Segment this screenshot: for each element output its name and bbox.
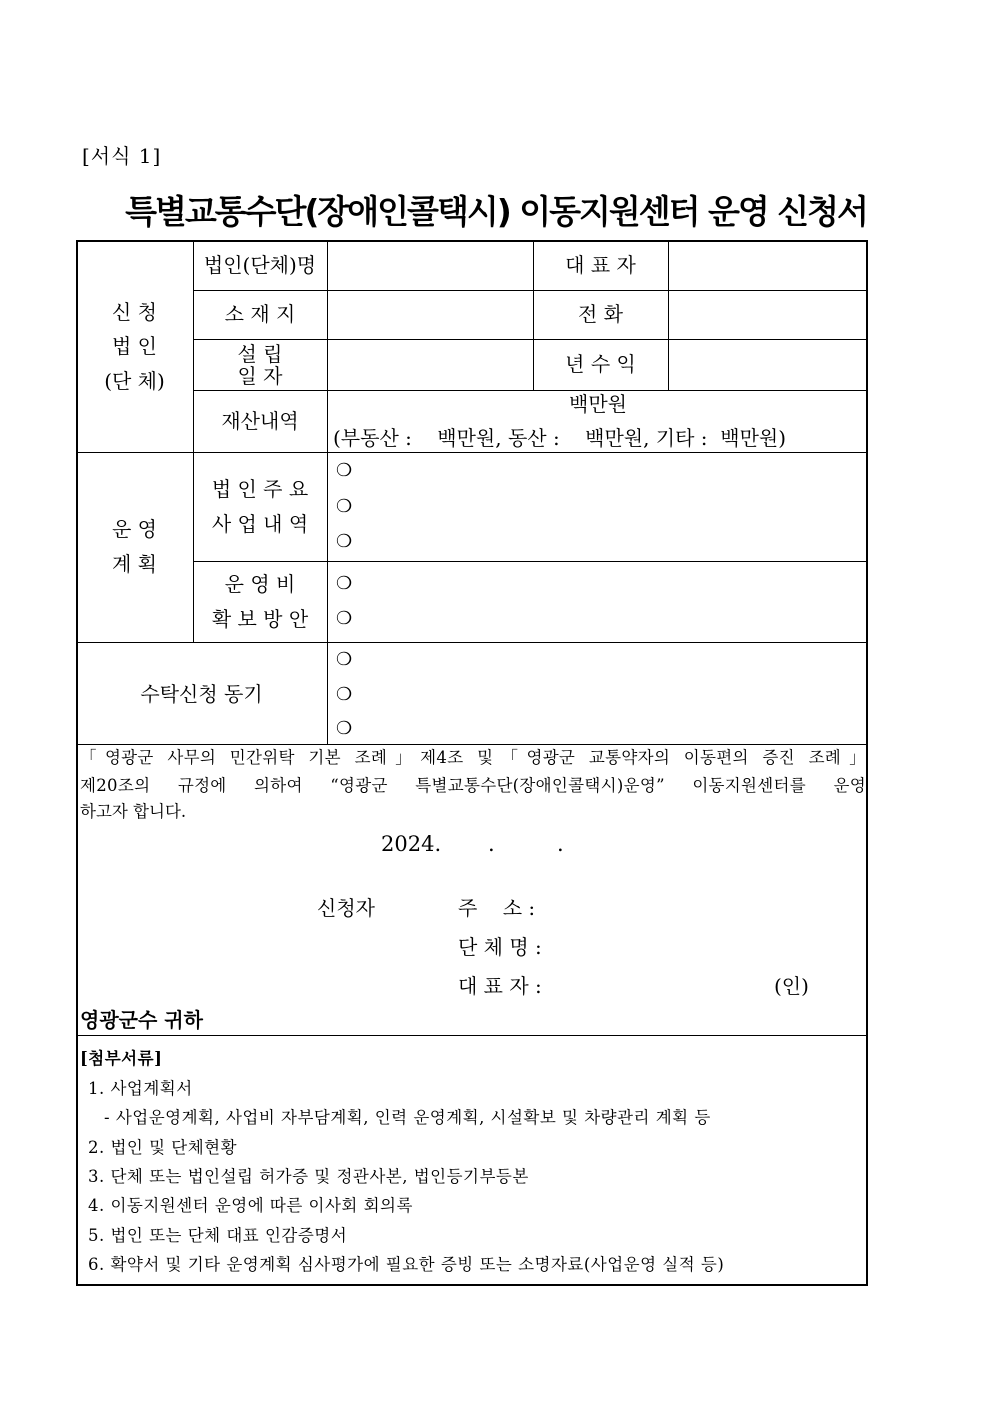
row-divider <box>76 642 868 643</box>
attachment-item: 1. 사업계획서 <box>88 1079 193 1098</box>
row-divider <box>193 290 868 291</box>
bullet-icon: ❍ <box>336 496 353 517</box>
business-label: 사 업 내 역 <box>211 512 309 536</box>
row-divider <box>76 452 868 453</box>
annual-income-label: 년 수 익 <box>565 352 636 376</box>
addressee: 영광군수 귀하 <box>80 1008 203 1032</box>
date-month-dot: . <box>488 832 495 856</box>
attachment-item: - 사업운영계획, 사업비 자부담계획, 인력 운영계획, 시설확보 및 차량관리 계획 등 <box>104 1108 711 1127</box>
address-label: 소 재 지 <box>224 302 296 326</box>
bullet-icon: ❍ <box>336 608 353 629</box>
declaration-text: 하고자 합니다. <box>80 802 187 821</box>
applicant-group-label: 신 청 <box>112 300 157 324</box>
sign-address-label: 주 소 : <box>458 896 536 920</box>
operation-group-label: 계 획 <box>112 552 157 576</box>
business-label: 법 인 주 요 <box>211 477 309 501</box>
sign-org-label: 단 체 명 : <box>458 935 542 959</box>
bullet-icon: ❍ <box>336 460 353 481</box>
attachments-heading: [첨부서류] <box>80 1049 163 1068</box>
sign-rep-label: 대 표 자 : <box>458 974 542 998</box>
applicant-group-label: (단 체) <box>104 369 165 393</box>
seal-mark: (인) <box>774 974 809 998</box>
declaration-text: 제20조의 규정에 의하여 “영광군 특별교통수단(장애인콜택시)운영” 이동지원센터를 운영 <box>80 776 866 795</box>
applicant-group-label: 법 인 <box>112 334 157 358</box>
org-name-label: 법인(단체)명 <box>203 253 317 277</box>
bullet-icon: ❍ <box>336 531 353 552</box>
form-number-label: [서식 1] <box>82 144 162 168</box>
attachment-item: 3. 단체 또는 법인설립 허가증 및 정관사본, 법인등기부등본 <box>88 1167 529 1186</box>
bullet-icon: ❍ <box>336 718 353 739</box>
founded-date-label: 일 자 <box>237 364 283 388</box>
bullet-icon: ❍ <box>336 573 353 594</box>
bullet-icon: ❍ <box>336 649 353 670</box>
representative-label: 대 표 자 <box>565 253 636 277</box>
operation-group-label: 운 영 <box>112 517 157 541</box>
date-day-dot: . <box>557 832 564 856</box>
assets-detail: (부동산 : 백만원, 동산 : 백만원, 기타 : 백만원) <box>333 426 787 450</box>
bullet-icon: ❍ <box>336 684 353 705</box>
row-divider <box>193 561 868 562</box>
date-year: 2024. <box>381 832 442 856</box>
row-divider <box>193 390 868 391</box>
funding-label: 확 보 방 안 <box>211 607 309 631</box>
row-divider <box>193 339 868 340</box>
applicant-label: 신청자 <box>317 896 375 920</box>
attachment-item: 5. 법인 또는 단체 대표 인감증명서 <box>88 1226 348 1245</box>
phone-label: 전 화 <box>578 302 623 326</box>
row-divider <box>76 1035 868 1036</box>
assets-label: 재산내역 <box>221 409 299 433</box>
attachment-item: 4. 이동지원센터 운영에 따른 이사회 회의록 <box>88 1196 413 1215</box>
column-divider <box>327 240 328 744</box>
attachment-item: 6. 확약서 및 기타 운영계획 심사평가에 필요한 증빙 또는 소명자료(사업운영 실적 등) <box>88 1255 725 1274</box>
document-title: 특별교통수단(장애인콜택시) 이동지원센터 운영 신청서 <box>125 192 867 231</box>
assets-unit: 백만원 <box>569 392 627 416</box>
declaration-text: 「영광군 사무의 민간위탁 기본 조례」제4조 및「영광군 교통약자의 이동편의 증진 조례」 <box>80 748 866 767</box>
column-divider <box>668 240 669 390</box>
motive-label: 수탁신청 동기 <box>140 682 263 706</box>
attachment-item: 2. 법인 및 단체현황 <box>88 1138 238 1157</box>
founded-date-label: 설 립 <box>237 342 283 366</box>
funding-label: 운 영 비 <box>224 572 296 596</box>
